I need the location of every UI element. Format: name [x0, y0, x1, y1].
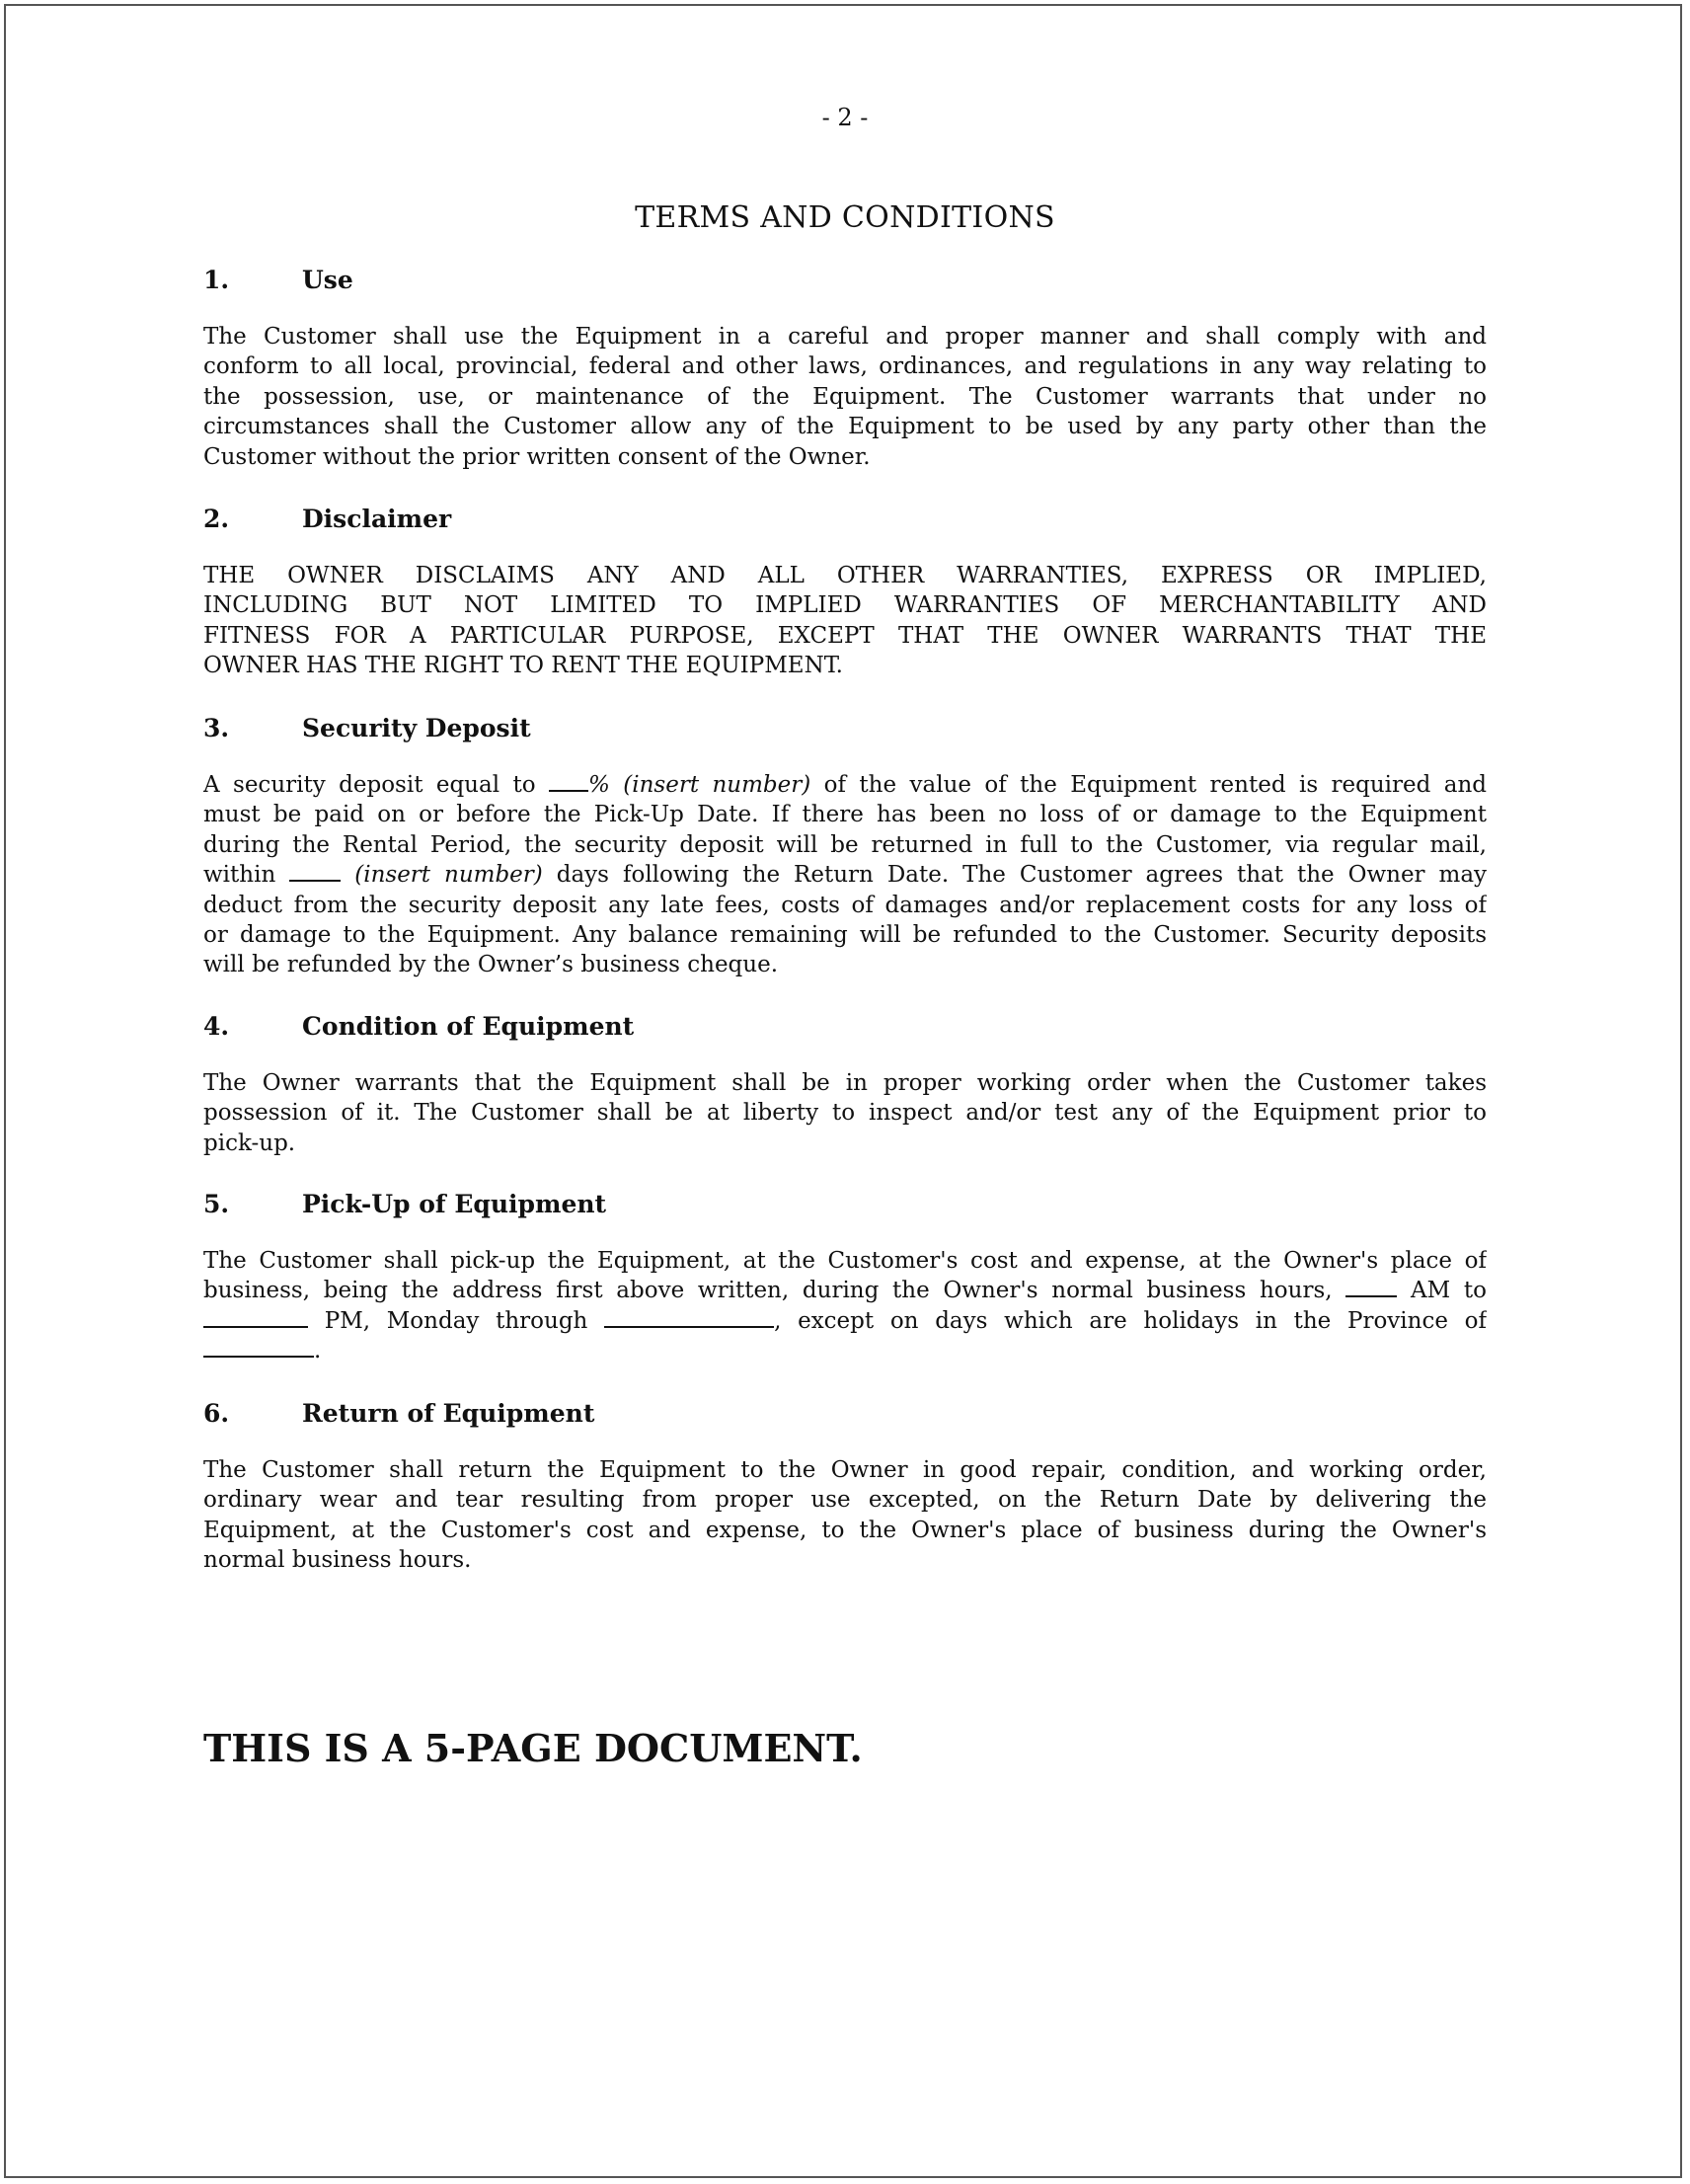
section-title: Security Deposit [302, 714, 531, 742]
section-4-paragraph [203, 1068, 1487, 1158]
paragraph-line: or damage to the Equipment. Any balance remaining will be refunded to the Customer. Security deposits [203, 922, 1487, 949]
section-title: Use [302, 266, 353, 294]
paragraph-line: THE OWNER DISCLAIMS ANY AND ALL OTHER WARRANTIES, EXPRESS OR IMPLIED, [203, 563, 1487, 588]
section-title: Return of Equipment [302, 1399, 595, 1428]
paragraph-line: must be paid on or before the Pick-Up Date. If there has been no loss of or damage to the Equipment [203, 802, 1487, 828]
paragraph-line: during the Rental Period, the security deposit will be returned in full to the Customer, via regular mail, [203, 831, 1487, 858]
paragraph-line: normal business hours. [203, 1547, 472, 1574]
paragraph-line: pick-up. [203, 1130, 296, 1156]
paragraph-line: Customer without the prior written consent of the Owner. [203, 443, 871, 470]
fill-in-blank [604, 1308, 774, 1328]
section-number: 4. [203, 1012, 230, 1041]
page-count-notice: THIS IS A 5-PAGE DOCUMENT. [203, 1726, 863, 1770]
text-fragment: days following the Return Date. The Customer agrees that the Owner may [556, 862, 1487, 889]
section-5-paragraph [203, 1246, 1487, 1366]
section-number: 2. [203, 505, 230, 533]
fill-in-blank [549, 772, 588, 792]
text-fragment: (insert number) [354, 862, 543, 889]
text-fragment: AM to [1411, 1278, 1487, 1304]
text-fragment: . [314, 1338, 322, 1365]
fill-in-blank [1345, 1278, 1397, 1297]
section-number: 3. [203, 714, 230, 742]
paragraph-line: The Customer shall use the Equipment in a careful and proper manner and shall comply with and [203, 324, 1487, 350]
paragraph-line: deduct from the security deposit any late fees, costs of damages and/or replacement costs for any loss of [203, 892, 1487, 918]
section-2-paragraph [203, 561, 1487, 681]
text-fragment: (insert number) [623, 772, 811, 798]
text-fragment: of the value of the Equipment rented is required and [823, 772, 1487, 798]
paragraph-line [203, 1276, 1487, 1305]
fill-in-blank [203, 1308, 308, 1328]
section-title: Pick-Up of Equipment [302, 1190, 607, 1218]
paragraph-line: circumstances shall the Customer allow any of the Equipment to be used by any party other than the [203, 414, 1487, 440]
paragraph-line [203, 1306, 1487, 1336]
text-fragment: A security deposit equal to [203, 772, 536, 798]
section-number: 5. [203, 1190, 230, 1218]
text-fragment: business, being the address first above written, during the Owner's normal business hours, [203, 1278, 1333, 1304]
text-fragment: PM, Monday through [324, 1307, 588, 1334]
section-1-paragraph [203, 322, 1487, 472]
paragraph-line: FITNESS FOR A PARTICULAR PURPOSE, EXCEPT THAT THE OWNER WARRANTS THAT THE [203, 622, 1487, 649]
paragraph-line: Equipment, at the Customer's cost and expense, to the Owner's place of business during the Owner's [203, 1517, 1487, 1543]
paragraph-line [203, 860, 1487, 890]
fill-in-blank [289, 862, 341, 882]
text-fragment: , except on days which are holidays in the Province of [774, 1307, 1487, 1334]
document-title: TERMS AND CONDITIONS [635, 200, 1055, 235]
paragraph-line: possession of it. The Customer shall be at liberty to inspect and/or test any of the Equipment prior to [203, 1100, 1487, 1127]
paragraph-line: OWNER HAS THE RIGHT TO RENT THE EQUIPMENT. [203, 653, 843, 679]
text-fragment: within [203, 862, 276, 889]
fill-in-blank [203, 1338, 314, 1358]
paragraph-line: The Owner warrants that the Equipment shall be in proper working order when the Customer takes [203, 1070, 1487, 1096]
section-number: 6. [203, 1399, 230, 1428]
paragraph-line: conform to all local, provincial, federal and other laws, ordinances, and regulations in any way relating to [203, 353, 1487, 380]
page-number: - 2 - [821, 104, 869, 131]
paragraph-line: will be refunded by the Owner’s business cheque. [203, 952, 779, 978]
paragraph-line [203, 1336, 1487, 1365]
paragraph-line: The Customer shall return the Equipment to the Owner in good repair, condition, and working order, [203, 1457, 1487, 1483]
section-title: Condition of Equipment [302, 1012, 635, 1041]
section-3-paragraph [203, 770, 1487, 980]
section-title: Disclaimer [302, 505, 452, 533]
paragraph-line: the possession, use, or maintenance of the Equipment. The Customer warrants that under no [203, 383, 1487, 410]
paragraph-line [203, 770, 1487, 800]
text-fragment: % [588, 772, 610, 798]
paragraph-line: ordinary wear and tear resulting from proper use excepted, on the Return Date by delivering the [203, 1487, 1487, 1514]
paragraph-line: INCLUDING BUT NOT LIMITED TO IMPLIED WARRANTIES OF MERCHANTABILITY AND [203, 592, 1487, 619]
section-number: 1. [203, 266, 230, 294]
paragraph-line: The Customer shall pick-up the Equipment, at the Customer's cost and expense, at the Owner's place of [203, 1248, 1487, 1274]
section-6-paragraph [203, 1455, 1487, 1576]
